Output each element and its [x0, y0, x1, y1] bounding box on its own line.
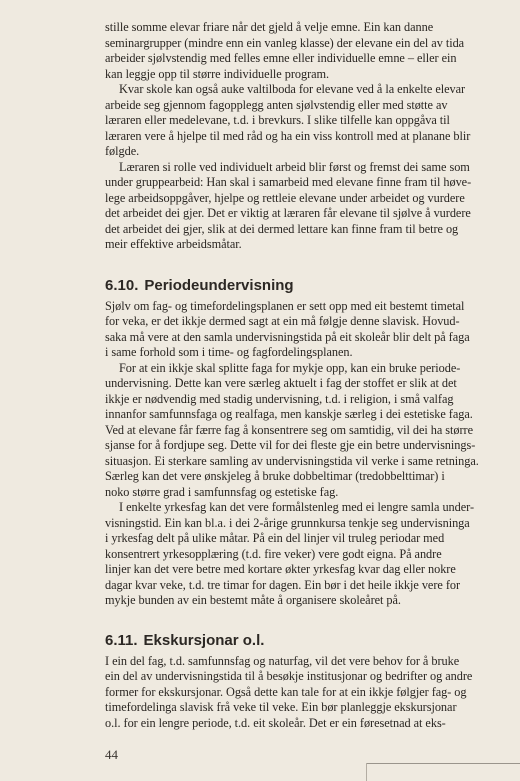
paragraph: stille somme elevar friare når det gjeld å velje emne. Ein kan danne seminargrupper (mindre enn ein vanleg klasse) der elevane ein del av tida arbeider sjølvstendig med felles emne eller individuelle emne – eller ein kan leggje opp til større individuelle program. — [105, 20, 465, 81]
section-number: 6.10. — [105, 276, 139, 294]
page-number: 44 — [105, 747, 118, 762]
paragraph: Sjølv om fag- og timefordelingsplanen er sett opp med eit bestemt timetal for veka, er det ikkje dermed sagt at ein må følgje denne slavisk. Hovud- saka må vere at den samla undervisningstida på eit skoleår blir delt på faga i same forhold som i time- og fagfordelingsplanen. — [105, 298, 470, 359]
paragraph: For at ein ikkje skal splitte faga for mykje opp, kan ein bruke periode- undervisning. Dette kan vere særleg aktuelt i fag der stoffet er slik at det ikkje er nødvendig med stadig undervisning, t.d. i religion, i små valfag innanfor samfunnsfaga og realfaga, men kanskje særleg i dei estetiske faga. Ved at elevane får færre fag å konsentrere seg om samtidig, vil dei ha større sjanse for å fordjupe seg. Dette vil for dei fleste gje ein betre undervisnings- situasjon. Ei sterkare samling av undervisningstida vil verke i same retninga. Særleg kan det vere ønskjeleg å bruke dobbeltimar (tredobbelttimar) i noko større grad i samfunnsfag og estetiske fag. — [105, 360, 479, 499]
section-heading-6-11 — [105, 632, 517, 649]
section-heading-6-10 — [105, 277, 517, 294]
paragraph: I enkelte yrkesfag kan det vere formålstenleg med ei lengre samla under- visningstid. Ein kan bl.a. i dei 2-årige grunnkursa tenkje seg undervisninga i yrkesfag delt på ulike måtar. På ein del linjer vil truleg periodar med konsentrert yrkesopplæring (t.d. fire veker) vere godt eigna. På andre linjer kan det vere betre med kortare økter yrkesfag kvar dag eller nokre dagar kvar veke, t.d. tre timar for dagen. Ein bør i det heile ikkje vere for mykje bunden av ein bestemt måte å organisere skoleåret på. — [105, 500, 474, 607]
paragraph: I ein del fag, t.d. samfunnsfag og naturfag, vil det vere behov for å bruke ein del av undervisningstida til å besøkje institusjonar og bedrifter og andre former for ekskursjonar. Også dette kan tale for at ein ikkje følgjer fag- og timefordelinga slavisk frå veke til veke. Ein bør planleggje ekskursjonar o.l. for ein lengre periode, t.d. eit skoleår. Det er ein føresetnad at eks- — [105, 653, 473, 730]
corner-divider-tick — [366, 763, 367, 781]
page-body — [105, 20, 517, 731]
section-number: 6.11. — [105, 631, 138, 649]
section-title: Ekskursjonar o.l. — [143, 631, 265, 649]
paragraph: Læraren si rolle ved individuelt arbeid blir først og fremst dei same som under gruppearbeid: Han skal i samarbeid med elevane finne fram til høve- lege arbeidsoppgåver, hjelpe og rettleie elevane under arbeidet og vurdere det arbeidet dei gjer. Det er viktig at læraren får elevane til sjølve å vurdere det arbeidet dei gjer, slik at dei dermed lettare kan finne fram til betre og meir effektive arbeidsmåtar. — [105, 159, 472, 251]
section-title: Periodeundervisning — [144, 276, 294, 294]
corner-divider — [366, 763, 520, 764]
paragraph: Kvar skole kan også auke valtilboda for elevane ved å la enkelte elevar arbeide seg gjennom fagopplegg anten sjølvstendig eller med støtte av læraren eller medelevane, t.d. i brevkurs. I slike tilfelle kan oppgåva til læraren vere å hjelpe til med råd og ha ein viss kontroll med at planane blir følgde. — [105, 82, 471, 158]
